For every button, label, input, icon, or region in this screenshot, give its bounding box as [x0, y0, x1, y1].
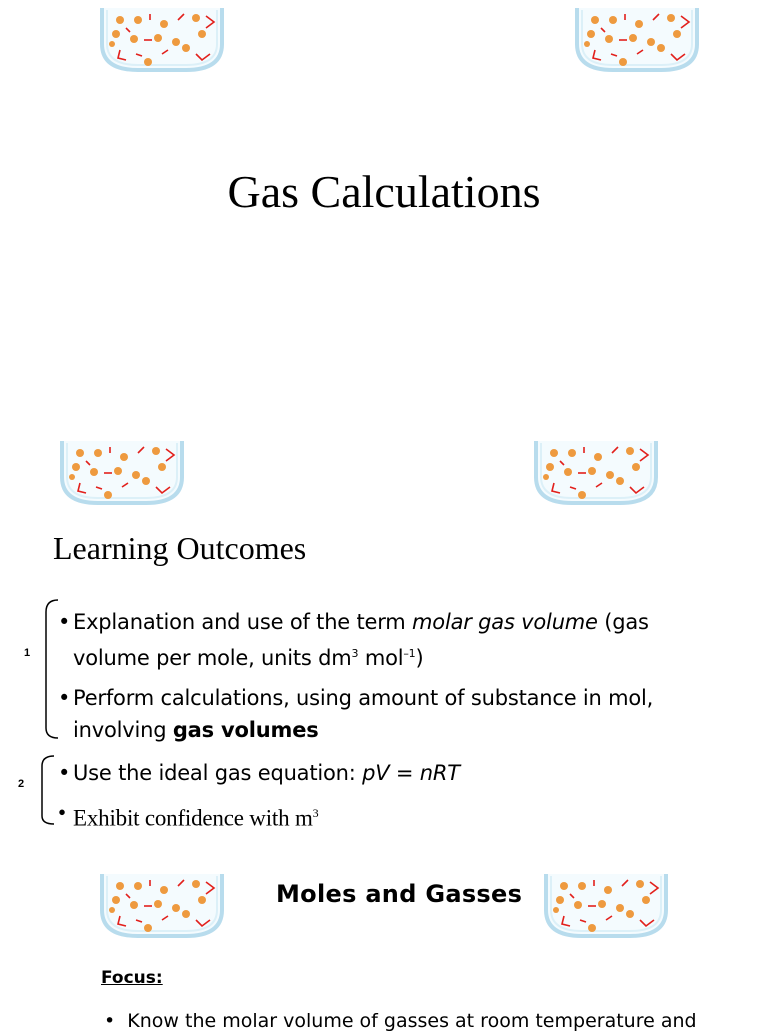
group-marker: 2	[18, 778, 25, 790]
focus-label: Focus:	[101, 968, 163, 988]
beaker-icon	[58, 439, 186, 507]
beaker-icon	[98, 872, 226, 940]
bracket	[34, 754, 56, 828]
group-marker: 1	[24, 647, 31, 659]
slide-title: Moles and Gasses	[276, 880, 523, 908]
beaker-icon	[573, 6, 701, 74]
outcome-bullet: • Explanation and use of the term molar gas volume (gas volume per mole, units $dm^3$ mol$^{-1}$)	[58, 610, 649, 670]
learning-outcomes-heading: Learning Outcomes	[53, 530, 307, 566]
slide-title: Gas Calculations	[227, 166, 541, 217]
outcome-bullet: • Perform calculations, using amount of substance in mol, involving gas volumes	[58, 686, 654, 742]
beaker-icon	[98, 6, 226, 74]
outcome-bullet: • Exhibit confidence with $m^3$	[58, 800, 319, 831]
bracket	[38, 598, 60, 742]
outcome-bullet: • Use the ideal gas equation: pV = nRT	[58, 761, 460, 785]
beaker-icon	[542, 872, 670, 940]
focus-bullet: • Know the molar volume of gasses at room temperature and	[104, 1010, 697, 1032]
beaker-icon	[532, 439, 660, 507]
